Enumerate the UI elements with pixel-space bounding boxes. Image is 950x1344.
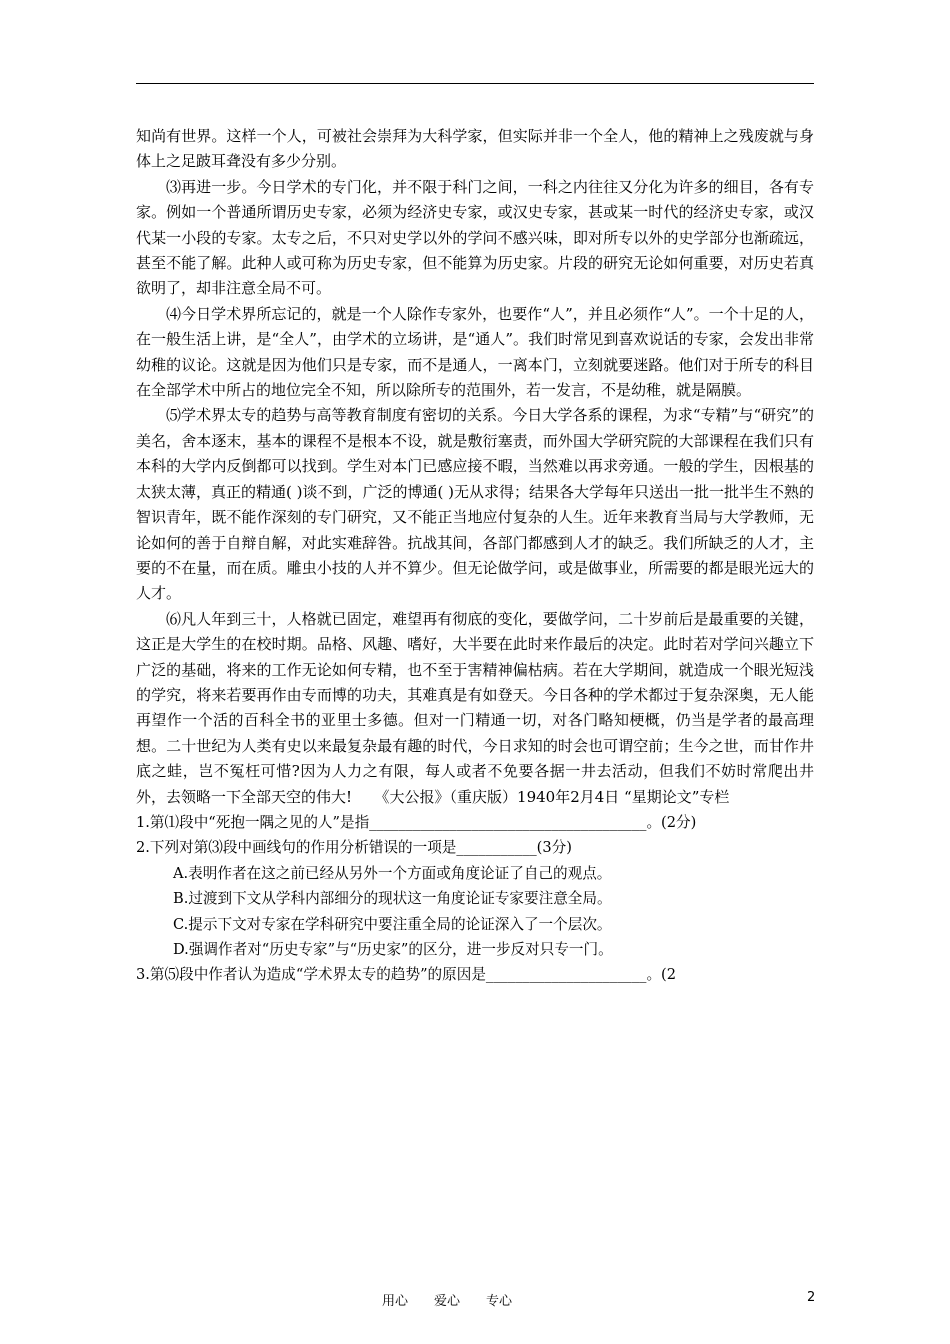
question-2-option-d: D.强调作者对“历史专家”与“历史家”的区分，进一步反对只专一门。	[173, 941, 613, 958]
question-1: 1.第⑴段中“死抱一隅之见的人”是指______________________________________。(2分)	[136, 813, 697, 831]
paragraph-5: ⑸学术界太专的趋势与高等教育制度有密切的关系。今日大学各系的课程，为求“专精”与“研究”的美名，舍本逐末，基本的课程不是根本不设，就是敷衍塞责，而外国大学研究院的大部课程在我们只有本科的大学内反倒都可以找到。学生对本门已感应接不暇，当然难以再求旁通。一般的学生，因根基的太狭太薄，真正的精通( )谈不到，广泛的博通( )无从求得；结果各大学每年只送出一批一批半生不熟的智识青年，既不能作深刻的专门研究，又不能正当地应付复杂的人生。近年来教育当局与大学教师，无论如何的善于自辩自解，对此实难辞咎。抗战其间，各部门都感到人才的缺乏。我们所缺乏的人才，主要的不在量，而在质。雕虫小技的人并不算少。但无论做学问，或是做事业，所需要的都是眼光远大的人才。	[136, 406, 814, 603]
header-rule	[136, 83, 814, 84]
document-body	[136, 124, 814, 988]
page-number: 2	[807, 1290, 816, 1305]
question-2: 2.下列对第⑶段中画线句的作用分析错误的一项是___________(3分)	[136, 839, 572, 857]
paragraph-6: ⑹凡人年到三十，人格就已固定，难望再有彻底的变化，要做学问，二十岁前后是最重要的关键，这正是大学生的在校时期。品格、风趣、嗜好，大半要在此时来作最后的决定。此时若对学问兴趣立下广泛的基础，将来的工作无论如何专精，也不至于害精神偏枯病。若在大学期间，就造成一个眼光短浅的学究，将来若要再作由专而博的功夫，其难真是有如登天。今日各种的学术都过于复杂深奥，无人能再望作一个活的百科全书的亚里士多德。但对一门精通一切，对各门略知梗概，仍当是学者的最高理想。二十世纪为人类有史以来最复杂最有趣的时代，今日求知的时会也可谓空前；生今之世，而甘作井底之蛙，岂不冤枉可惜?因为人力之有限，每人或者不免要各据一井去活动，但我们不妨时常爬出井外，去领略一下全部天空的伟大! 《大公报》（重庆版）1940年2月4日 “星期论文”专栏	[136, 609, 814, 806]
question-2-option-a: A.表明作者在这之前已经从另外一个方面或角度论证了自己的观点。	[173, 864, 612, 882]
paragraph-3: ⑶再进一步。今日学术的专门化，并不限于科门之间，一科之内往往又分化为许多的细目，各有专家。例如一个普通所谓历史专家，必须为经济史专家，或汉史专家，甚或某一时代的经济史专家，或汉代某一小段的专家。太专之后，不只对史学以外的学问不感兴味，即对所专以外的史学部分也渐疏远，甚至不能了解。此种人或可称为历史专家，但不能算为历史家。片段的研究无论如何重要，对历史若真欲明了，却非注意全局不可。	[136, 177, 814, 298]
question-list	[136, 810, 814, 988]
question-3: 3.第⑸段中作者认为造成“学术界太专的趋势”的原因是______________________。(2	[136, 966, 677, 984]
paragraph-continuation: 知尚有世界。这样一个人，可被社会崇拜为大科学家，但实际并非一个全人，他的精神上之残废就与身体上之足跛耳聋没有多少分别。	[136, 127, 814, 171]
question-2-option-c: C.提示下文对专家在学科研究中要注重全局的论证深入了一个层次。	[173, 915, 612, 933]
question-2-option-b: B.过渡到下文从学科内部细分的现状这一角度论证专家要注意全局。	[173, 890, 612, 908]
page-footer	[0, 1290, 950, 1310]
paragraph-4: ⑷今日学术界所忘记的，就是一个人除作专家外，也要作“人”，并且必须作“人”。一个十足的人，在一般生活上讲，是“全人”，由学术的立场讲，是“通人”。我们时常见到喜欢说话的专家，会发出非常幼稚的议论。这就是因为他们只是专家，而不是通人，一离本门，立刻就要迷路。他们对于所专的科目在全部学术中所占的地位完全不知，所以除所专的范围外，若一发言，不是幼稚，就是隔膜。	[136, 304, 814, 400]
footer-motto: 用心 爱心 专心	[382, 1294, 513, 1309]
